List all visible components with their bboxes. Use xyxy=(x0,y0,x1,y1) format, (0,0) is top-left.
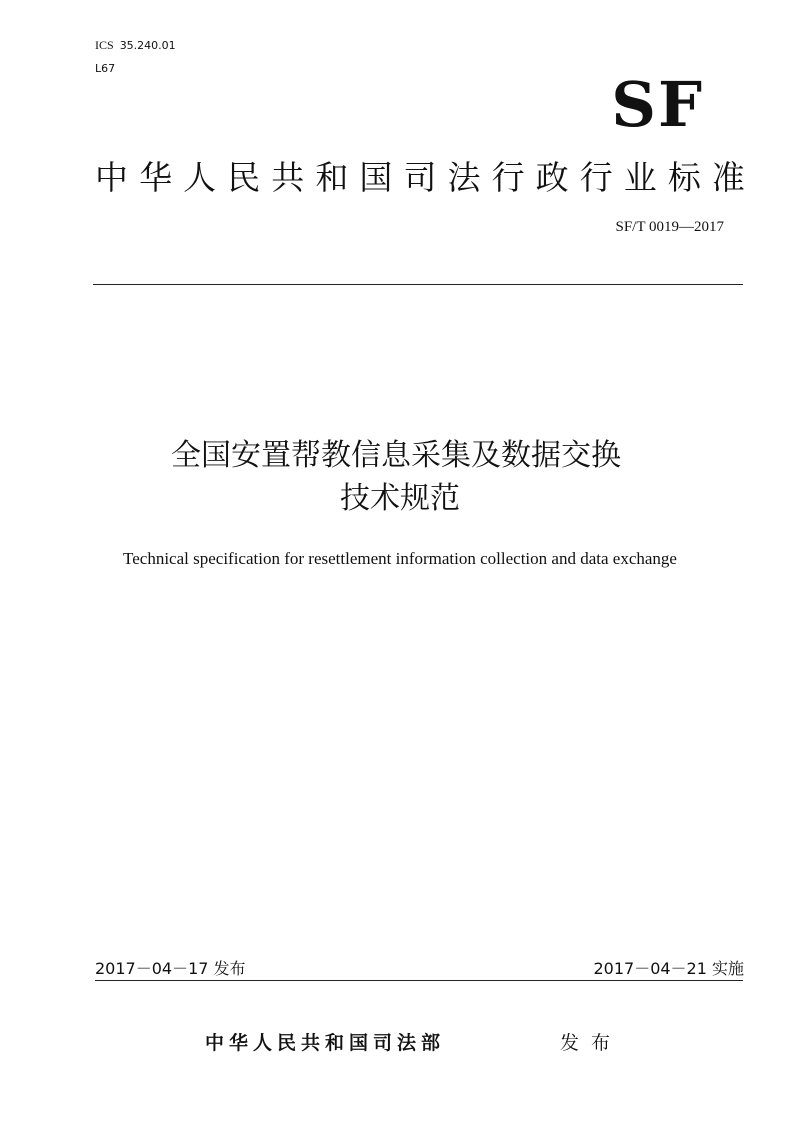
standard-char: 法 xyxy=(447,158,481,197)
standard-category xyxy=(95,156,745,200)
publisher: 中华人民共和国司法部 xyxy=(205,1032,446,1054)
standard-number: SF/T 0019—2017 xyxy=(615,219,724,235)
standard-char: 民 xyxy=(227,158,261,197)
ics-code: 35.240.01 xyxy=(119,39,176,52)
standard-char: 司 xyxy=(403,158,437,197)
ics-classification xyxy=(95,38,176,53)
standard-char: 国 xyxy=(359,158,393,197)
standard-char: 人 xyxy=(183,158,217,197)
classification-code: L67 xyxy=(95,62,116,75)
standard-char: 准 xyxy=(711,158,745,197)
top-divider xyxy=(93,284,743,285)
standard-char: 中 xyxy=(95,158,128,197)
issue-date: 2017－04－17 发布 xyxy=(95,959,246,978)
standard-char: 行 xyxy=(491,158,525,197)
standard-char: 标 xyxy=(667,158,701,197)
publish-label: 发 布 xyxy=(560,1032,611,1054)
implementation-date: 2017－04－21 实施 xyxy=(593,959,744,978)
standard-char: 华 xyxy=(139,158,173,197)
sf-logo: SF xyxy=(611,68,704,141)
document-title-line1: 全国安置帮教信息采集及数据交换 xyxy=(171,438,621,473)
standard-char: 共 xyxy=(271,158,305,197)
standard-char: 政 xyxy=(535,158,569,197)
ics-label: ICS xyxy=(95,38,114,52)
document-title-line2: 技术规范 xyxy=(340,481,460,516)
document-title-english: Technical specification for resettlement information collection and data exchange xyxy=(123,549,677,568)
standard-char: 和 xyxy=(315,158,349,197)
standard-char: 行 xyxy=(579,158,613,197)
bottom-divider xyxy=(95,980,743,981)
standard-char: 业 xyxy=(623,158,657,197)
